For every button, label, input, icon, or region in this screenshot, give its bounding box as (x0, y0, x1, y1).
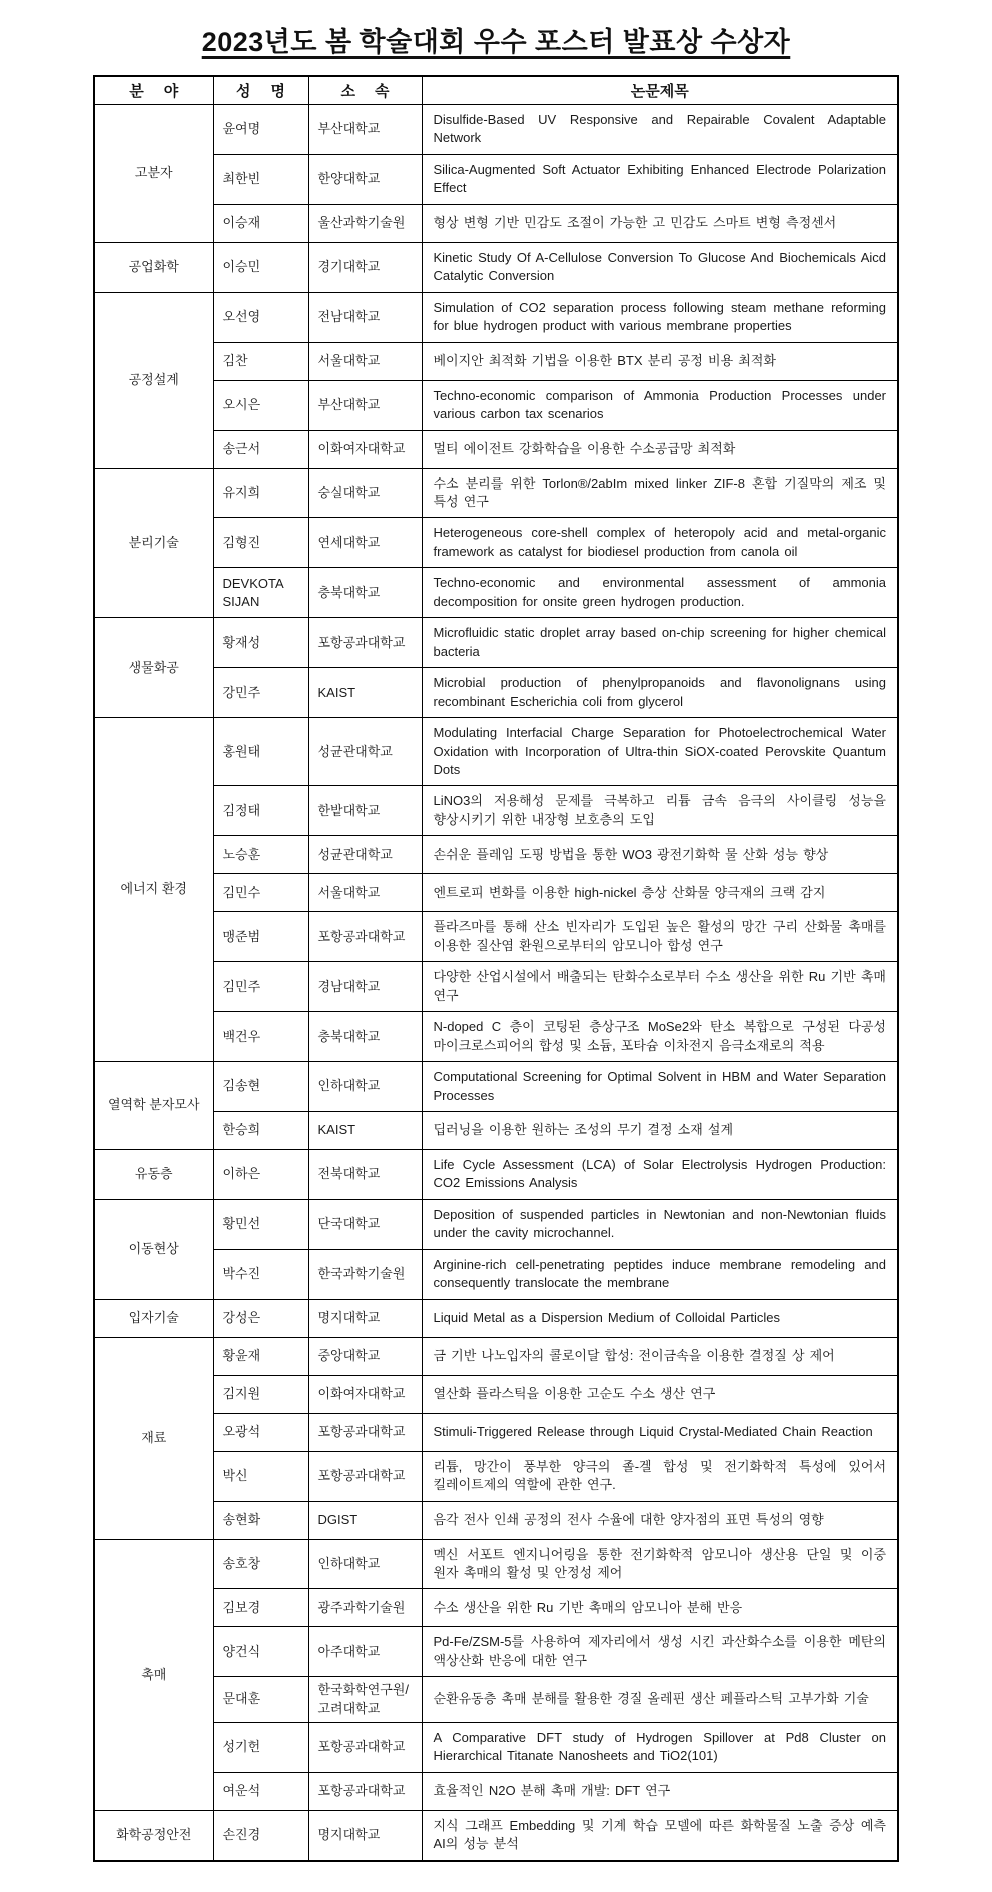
name-cell: 이하은 (213, 1149, 308, 1199)
affiliation-cell: 인하대학교 (308, 1062, 422, 1112)
paper-title-cell: Liquid Metal as a Dispersion Medium of Colloidal Particles (422, 1299, 898, 1337)
name-cell: DEVKOTA SIJAN (213, 568, 308, 618)
paper-title-cell: Techno-economic and environmental assessment of ammonia decomposition for onsite green hydrogen production. (422, 568, 898, 618)
name-cell: 윤여명 (213, 105, 308, 155)
affiliation-cell: 인하대학교 (308, 1539, 422, 1589)
name-cell: 김민수 (213, 874, 308, 912)
name-cell: 맹준범 (213, 912, 308, 962)
header-paper-title: 논문제목 (422, 76, 898, 105)
affiliation-cell: 이화여자대학교 (308, 430, 422, 468)
paper-title-cell: 플라즈마를 통해 산소 빈자리가 도입된 높은 활성의 망간 구리 산화물 촉매를 이용한 질산염 환원으로부터의 암모니아 합성 연구 (422, 912, 898, 962)
affiliation-cell: 서울대학교 (308, 874, 422, 912)
paper-title-cell: 베이지안 최적화 기법을 이용한 BTX 분리 공정 비용 최적화 (422, 342, 898, 380)
table-row (94, 1589, 898, 1627)
name-cell: 송현화 (213, 1501, 308, 1539)
field-cell: 공정설계 (94, 292, 213, 468)
table-row (94, 1149, 898, 1199)
table-header (94, 76, 898, 105)
affiliation-cell: 서울대학교 (308, 342, 422, 380)
paper-title-cell: 리튬, 망간이 풍부한 양극의 졸-겔 합성 및 전기화학적 특성에 있어서 킬레이트제의 역할에 관한 연구. (422, 1451, 898, 1501)
name-cell: 성기헌 (213, 1722, 308, 1772)
name-cell: 황재성 (213, 618, 308, 668)
name-cell: 김지원 (213, 1375, 308, 1413)
paper-title-cell: 음각 전사 인쇄 공정의 전사 수율에 대한 양자점의 표면 특성의 영향 (422, 1501, 898, 1539)
page-title (0, 20, 992, 59)
paper-title-cell: Silica-Augmented Soft Actuator Exhibiting Enhanced Electrode Polarization Effect (422, 154, 898, 204)
name-cell: 강성은 (213, 1299, 308, 1337)
field-cell: 열역학 분자모사 (94, 1062, 213, 1150)
field-cell: 에너지 환경 (94, 718, 213, 1062)
table-row (94, 154, 898, 204)
affiliation-cell: 충북대학교 (308, 568, 422, 618)
paper-title-cell: 수소 분리를 위한 Torlon®/2abIm mixed linker ZIF-8 혼합 기질막의 제조 및 특성 연구 (422, 468, 898, 518)
page-title-text: 2023년도 봄 학술대회 우수 포스터 발표상 수상자 (201, 27, 791, 57)
affiliation-cell: 전북대학교 (308, 1149, 422, 1199)
name-cell: 오선영 (213, 292, 308, 342)
name-cell: 오광석 (213, 1413, 308, 1451)
affiliation-cell: 한국화학연구원/고려대학교 (308, 1677, 422, 1722)
affiliation-cell: 광주과학기술원 (308, 1589, 422, 1627)
name-cell: 이승재 (213, 204, 308, 242)
paper-title-cell: Life Cycle Assessment (LCA) of Solar Electrolysis Hydrogen Production: CO2 Emissions Analysis (422, 1149, 898, 1199)
paper-title-cell: 멀티 에이전트 강화학습을 이용한 수소공급망 최적화 (422, 430, 898, 468)
table-row (94, 430, 898, 468)
field-cell: 이동현상 (94, 1199, 213, 1299)
paper-title-cell: 멕신 서포트 엔지니어링을 통한 전기화학적 암모니아 생산용 단일 및 이중 원자 촉매의 활성 및 안정성 제어 (422, 1539, 898, 1589)
paper-title-cell: 금 기반 나노입자의 콜로이달 합성: 전이금속을 이용한 결정질 상 제어 (422, 1337, 898, 1375)
name-cell: 백건우 (213, 1012, 308, 1062)
field-cell: 생물화공 (94, 618, 213, 718)
paper-title-cell: Disulfide-Based UV Responsive and Repairable Covalent Adaptable Network (422, 105, 898, 155)
name-cell: 김정태 (213, 786, 308, 836)
paper-title-cell: LiNO3의 저용해성 문제를 극복하고 리튬 금속 음극의 사이클링 성능을 향상시키기 위한 내장형 보호층의 도입 (422, 786, 898, 836)
paper-title-cell: Simulation of CO2 separation process following steam methane reforming for blue hydrogen product with various membrane properties (422, 292, 898, 342)
paper-title-cell: Pd-Fe/ZSM-5를 사용하여 제자리에서 생성 시킨 과산화수소를 이용한 메탄의 액상산화 반응에 대한 연구 (422, 1627, 898, 1677)
table-row (94, 962, 898, 1012)
name-cell: 김찬 (213, 342, 308, 380)
header-field: 분 야 (94, 76, 213, 105)
field-cell: 입자기술 (94, 1299, 213, 1337)
affiliation-cell: 성균관대학교 (308, 718, 422, 786)
name-cell: 김민주 (213, 962, 308, 1012)
paper-title-cell: 엔트로피 변화를 이용한 high-nickel 층상 산화물 양극재의 크랙 감지 (422, 874, 898, 912)
affiliation-cell: DGIST (308, 1501, 422, 1539)
paper-title-cell: Microbial production of phenylpropanoids and flavonolignans using recombinant Escherichia coli from glycerol (422, 668, 898, 718)
table-row (94, 836, 898, 874)
affiliation-cell: 경남대학교 (308, 962, 422, 1012)
paper-title-cell: 효율적인 N2O 분해 촉매 개발: DFT 연구 (422, 1772, 898, 1810)
name-cell: 박수진 (213, 1249, 308, 1299)
table-row (94, 1012, 898, 1062)
paper-title-cell: Arginine-rich cell-penetrating peptides induce membrane remodeling and consequently translocate the membrane (422, 1249, 898, 1299)
affiliation-cell: 경기대학교 (308, 242, 422, 292)
field-cell: 재료 (94, 1337, 213, 1539)
paper-title-cell: 열산화 플라스틱을 이용한 고순도 수소 생산 연구 (422, 1375, 898, 1413)
table-row (94, 1722, 898, 1772)
table-row (94, 1299, 898, 1337)
name-cell: 송근서 (213, 430, 308, 468)
name-cell: 유지희 (213, 468, 308, 518)
table-row (94, 1111, 898, 1149)
name-cell: 박신 (213, 1451, 308, 1501)
field-cell: 공업화학 (94, 242, 213, 292)
affiliation-cell: 전남대학교 (308, 292, 422, 342)
field-cell: 분리기술 (94, 468, 213, 618)
affiliation-cell: 포항공과대학교 (308, 1413, 422, 1451)
table-row (94, 1772, 898, 1810)
field-cell: 화학공정안전 (94, 1810, 213, 1860)
affiliation-cell: 중앙대학교 (308, 1337, 422, 1375)
table-row (94, 1451, 898, 1501)
paper-title-cell: 순환유동층 촉매 분해를 활용한 경질 올레핀 생산 페플라스틱 고부가화 기술 (422, 1677, 898, 1722)
name-cell: 송호창 (213, 1539, 308, 1589)
paper-title-cell: 수소 생산을 위한 Ru 기반 촉매의 암모니아 분해 반응 (422, 1589, 898, 1627)
table-row (94, 204, 898, 242)
table-row (94, 292, 898, 342)
table-row (94, 1375, 898, 1413)
table-row (94, 568, 898, 618)
name-cell: 한승희 (213, 1111, 308, 1149)
name-cell: 강민주 (213, 668, 308, 718)
field-cell: 촉매 (94, 1539, 213, 1810)
table-row (94, 912, 898, 962)
affiliation-cell: KAIST (308, 1111, 422, 1149)
affiliation-cell: 연세대학교 (308, 518, 422, 568)
field-cell: 유동층 (94, 1149, 213, 1199)
affiliation-cell: 포항공과대학교 (308, 618, 422, 668)
table-row (94, 242, 898, 292)
paper-title-cell: Modulating Interfacial Charge Separation for Photoelectrochemical Water Oxidation with Incorporation of Ultra-thin SiOX-coated Perovskite Quantum Dots (422, 718, 898, 786)
affiliation-cell: 아주대학교 (308, 1627, 422, 1677)
table-row (94, 618, 898, 668)
table-row (94, 518, 898, 568)
paper-title-cell: A Comparative DFT study of Hydrogen Spillover at Pd8 Cluster on Hierarchical Titanate Nanosheets and TiO2(101) (422, 1722, 898, 1772)
table-row (94, 1501, 898, 1539)
paper-title-cell: 형상 변형 기반 민감도 조절이 가능한 고 민감도 스마트 변형 측정센서 (422, 204, 898, 242)
affiliation-cell: 한밭대학교 (308, 786, 422, 836)
table-row (94, 1810, 898, 1860)
table-row (94, 1539, 898, 1589)
name-cell: 여운석 (213, 1772, 308, 1810)
paper-title-cell: 지식 그래프 Embedding 및 기계 학습 모델에 따른 화학물질 노출 증상 예측 AI의 성능 분석 (422, 1810, 898, 1860)
table-row (94, 668, 898, 718)
affiliation-cell: 포항공과대학교 (308, 1722, 422, 1772)
affiliation-cell: 울산과학기술원 (308, 204, 422, 242)
affiliation-cell: 포항공과대학교 (308, 1772, 422, 1810)
paper-title-cell: Deposition of suspended particles in Newtonian and non-Newtonian fluids under the cavity microchannel. (422, 1199, 898, 1249)
paper-title-cell: Computational Screening for Optimal Solvent in HBM and Water Separation Processes (422, 1062, 898, 1112)
table-row (94, 874, 898, 912)
paper-title-cell: 손쉬운 플레임 도핑 방법을 통한 WO3 광전기화학 물 산화 성능 향상 (422, 836, 898, 874)
table-row (94, 718, 898, 786)
name-cell: 김형진 (213, 518, 308, 568)
name-cell: 문대훈 (213, 1677, 308, 1722)
affiliation-cell: 성균관대학교 (308, 836, 422, 874)
table-row (94, 342, 898, 380)
name-cell: 최한빈 (213, 154, 308, 204)
affiliation-cell: 명지대학교 (308, 1810, 422, 1860)
name-cell: 양건식 (213, 1627, 308, 1677)
paper-title-cell: 딥러닝을 이용한 원하는 조성의 무기 결정 소재 설계 (422, 1111, 898, 1149)
affiliation-cell: 단국대학교 (308, 1199, 422, 1249)
affiliation-cell: 숭실대학교 (308, 468, 422, 518)
affiliation-cell: 포항공과대학교 (308, 1451, 422, 1501)
field-cell: 고분자 (94, 105, 213, 243)
table-row (94, 1413, 898, 1451)
paper-title-cell: Kinetic Study Of A-Cellulose Conversion To Glucose And Biochemicals Aicd Catalytic Conversion (422, 242, 898, 292)
table-row (94, 1249, 898, 1299)
name-cell: 노승훈 (213, 836, 308, 874)
affiliation-cell: 충북대학교 (308, 1012, 422, 1062)
affiliation-cell: 이화여자대학교 (308, 1375, 422, 1413)
table-row (94, 105, 898, 155)
affiliation-cell: 부산대학교 (308, 380, 422, 430)
affiliation-cell: 부산대학교 (308, 105, 422, 155)
winners-table (93, 75, 899, 1862)
table-body (94, 105, 898, 1861)
name-cell: 황민선 (213, 1199, 308, 1249)
name-cell: 이승민 (213, 242, 308, 292)
table-row (94, 1062, 898, 1112)
table-row (94, 1677, 898, 1722)
name-cell: 홍원태 (213, 718, 308, 786)
paper-title-cell: Heterogeneous core-shell complex of heteropoly acid and metal-organic framework as catalyst for biodiesel production from canola oil (422, 518, 898, 568)
affiliation-cell: 포항공과대학교 (308, 912, 422, 962)
header-row (94, 76, 898, 105)
name-cell: 손진경 (213, 1810, 308, 1860)
table-row (94, 786, 898, 836)
paper-title-cell: Stimuli-Triggered Release through Liquid Crystal-Mediated Chain Reaction (422, 1413, 898, 1451)
header-name: 성 명 (213, 76, 308, 105)
paper-title-cell: N-doped C 층이 코팅된 층상구조 MoSe2와 탄소 복합으로 구성된 다공성 마이크로스피어의 합성 및 소듐, 포타슘 이차전지 음극소재로의 적용 (422, 1012, 898, 1062)
paper-title-cell: Microfluidic static droplet array based on-chip screening for higher chemical bacteria (422, 618, 898, 668)
paper-title-cell: Techno-economic comparison of Ammonia Production Processes under various carbon tax scenarios (422, 380, 898, 430)
affiliation-cell: 명지대학교 (308, 1299, 422, 1337)
affiliation-cell: 한양대학교 (308, 154, 422, 204)
name-cell: 김보경 (213, 1589, 308, 1627)
header-affiliation: 소 속 (308, 76, 422, 105)
table-row (94, 1627, 898, 1677)
name-cell: 황윤재 (213, 1337, 308, 1375)
affiliation-cell: 한국과학기술원 (308, 1249, 422, 1299)
name-cell: 오시은 (213, 380, 308, 430)
table-row (94, 1199, 898, 1249)
table-row (94, 1337, 898, 1375)
name-cell: 김송현 (213, 1062, 308, 1112)
table-row (94, 380, 898, 430)
affiliation-cell: KAIST (308, 668, 422, 718)
paper-title-cell: 다양한 산업시설에서 배출되는 탄화수소로부터 수소 생산을 위한 Ru 기반 촉매 연구 (422, 962, 898, 1012)
table-row (94, 468, 898, 518)
